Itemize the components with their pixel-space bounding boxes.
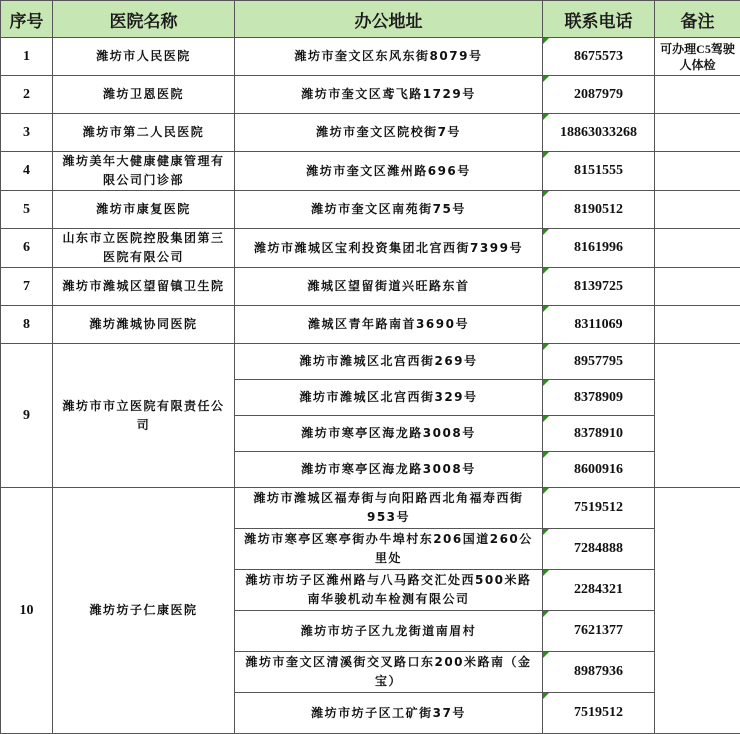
- contact-phone-text: 8675573: [543, 49, 654, 65]
- contact-phone-text: 8161996: [543, 240, 654, 256]
- remark: [655, 229, 740, 268]
- row-number: 1: [1, 38, 53, 76]
- office-address: [235, 268, 543, 306]
- contact-phone: [543, 114, 655, 152]
- table-row: [1, 268, 740, 306]
- table-body: [1, 38, 740, 734]
- office-address: [235, 306, 543, 344]
- table-row: [1, 152, 740, 191]
- remark: [655, 114, 740, 152]
- office-address-text: 潍坊市奎文区南苑街75号: [235, 200, 542, 219]
- office-address-text: 潍城区望留街道兴旺路东首: [235, 277, 542, 296]
- remark: [655, 191, 740, 229]
- contact-phone-text: 8378910: [543, 426, 654, 442]
- office-address: [235, 114, 543, 152]
- contact-phone: [543, 611, 655, 652]
- office-address: [235, 344, 543, 380]
- header-row: [1, 1, 740, 38]
- office-address: [235, 229, 543, 268]
- hospital-name-text: 潍坊市潍城区望留镇卫生院: [53, 277, 234, 296]
- remark: [655, 76, 740, 114]
- office-address-text: 潍坊市奎文区院校街7号: [235, 123, 542, 142]
- contact-phone-text: 2284321: [543, 582, 654, 598]
- office-address: [235, 652, 543, 693]
- office-address-text: 潍坊市坊子区九龙街道南眉村: [235, 622, 542, 641]
- number-as-text-marker-icon: [543, 114, 549, 120]
- contact-phone: [543, 306, 655, 344]
- office-address-text: 潍坊市坊子区工矿街37号: [235, 704, 542, 723]
- hospital-name: [53, 38, 235, 76]
- number-as-text-marker-icon: [543, 229, 549, 235]
- contact-phone: [543, 529, 655, 570]
- contact-phone: [543, 488, 655, 529]
- contact-phone: [543, 380, 655, 416]
- number-as-text-marker-icon: [543, 191, 549, 197]
- number-as-text-marker-icon: [543, 152, 549, 158]
- office-address-text: 潍坊市奎文区东风东街8079号: [235, 47, 542, 66]
- number-as-text-marker-icon: [543, 529, 549, 535]
- office-address: [235, 191, 543, 229]
- number-as-text-marker-icon: [543, 570, 549, 576]
- contact-phone: [543, 344, 655, 380]
- office-address: [235, 152, 543, 191]
- contact-phone-text: 8378909: [543, 390, 654, 406]
- contact-phone: [543, 152, 655, 191]
- number-as-text-marker-icon: [543, 693, 549, 699]
- hospital-name: [53, 488, 235, 734]
- header-no: 序号: [1, 1, 53, 38]
- office-address-text: 潍坊市潍城区北宫西街269号: [235, 352, 542, 371]
- contact-phone-text: 2087979: [543, 87, 654, 103]
- hospital-name: [53, 76, 235, 114]
- contact-phone-text: 7519512: [543, 705, 654, 721]
- office-address: [235, 38, 543, 76]
- remark: [655, 268, 740, 306]
- office-address-text: 潍坊市寒亭区海龙路3008号: [235, 424, 542, 443]
- number-as-text-marker-icon: [543, 268, 549, 274]
- contact-phone: [543, 452, 655, 488]
- office-address-text: 潍坊市潍城区福寿街与向阳路西北角福寿西街953号: [235, 489, 542, 527]
- hospital-name-text: 潍坊市市立医院有限责任公司: [53, 397, 234, 435]
- contact-phone: [543, 38, 655, 76]
- table-row: [1, 76, 740, 114]
- contact-phone-text: 7284888: [543, 541, 654, 557]
- number-as-text-marker-icon: [543, 38, 549, 44]
- header-note: 备注: [655, 1, 740, 38]
- office-address-text: 潍城区青年路南首3690号: [235, 315, 542, 334]
- contact-phone: [543, 570, 655, 611]
- contact-phone-text: 8987936: [543, 664, 654, 680]
- remark: [655, 38, 740, 76]
- hospital-name-text: 潍坊市康复医院: [53, 200, 234, 219]
- number-as-text-marker-icon: [543, 652, 549, 658]
- table-row: [1, 344, 740, 380]
- hospital-name: [53, 306, 235, 344]
- contact-phone-text: 7519512: [543, 500, 654, 516]
- office-address: [235, 488, 543, 529]
- number-as-text-marker-icon: [543, 380, 549, 386]
- hospital-name-text: 潍坊潍城协同医院: [53, 315, 234, 334]
- number-as-text-marker-icon: [543, 416, 549, 422]
- remark: [655, 344, 740, 488]
- header-name: 医院名称: [53, 1, 235, 38]
- hospital-name: [53, 268, 235, 306]
- hospital-name: [53, 229, 235, 268]
- hospital-name-text: 潍坊美年大健康健康管理有限公司门诊部: [53, 152, 234, 190]
- number-as-text-marker-icon: [543, 76, 549, 82]
- hospital-name-text: 山东市立医院控股集团第三医院有限公司: [53, 229, 234, 267]
- office-address-text: 潍坊市潍城区北宫西街329号: [235, 388, 542, 407]
- hospital-name-text: 潍坊市第二人民医院: [53, 123, 234, 142]
- office-address-text: 潍坊市寒亭区寒亭街办牛埠村东206国道260公里处: [235, 530, 542, 568]
- row-number: 10: [1, 488, 53, 734]
- table-row: [1, 306, 740, 344]
- header-phone: 联系电话: [543, 1, 655, 38]
- header-address: 办公地址: [235, 1, 543, 38]
- contact-phone-text: 8600916: [543, 462, 654, 478]
- office-address-text: 潍坊市奎文区鸢飞路1729号: [235, 85, 542, 104]
- row-number: 9: [1, 344, 53, 488]
- contact-phone: [543, 76, 655, 114]
- hospital-name: [53, 152, 235, 191]
- row-number: 8: [1, 306, 53, 344]
- contact-phone: [543, 416, 655, 452]
- table-row: [1, 191, 740, 229]
- remark: [655, 488, 740, 734]
- row-number: 6: [1, 229, 53, 268]
- table-row: [1, 114, 740, 152]
- office-address: [235, 380, 543, 416]
- hospital-name: [53, 344, 235, 488]
- hospital-name-text: 潍坊坊子仁康医院: [53, 601, 234, 620]
- contact-phone-text: 8311069: [543, 317, 654, 333]
- remark: [655, 152, 740, 191]
- table-row: [1, 229, 740, 268]
- office-address-text: 潍坊市坊子区潍州路与八马路交汇处西500米路南华骏机动车检测有限公司: [235, 571, 542, 609]
- hospital-name: [53, 114, 235, 152]
- contact-phone: [543, 268, 655, 306]
- number-as-text-marker-icon: [543, 306, 549, 312]
- contact-phone-text: 18863033268: [543, 125, 654, 141]
- office-address-text: 潍坊市潍城区宝利投资集团北宫西街7399号: [235, 239, 542, 258]
- office-address-text: 潍坊市奎文区清溪街交叉路口东200米路南（金宝）: [235, 653, 542, 691]
- contact-phone-text: 8139725: [543, 279, 654, 295]
- office-address-text: 潍坊市寒亭区海龙路3008号: [235, 460, 542, 479]
- office-address: [235, 452, 543, 488]
- table-row: [1, 38, 740, 76]
- hospital-name: [53, 191, 235, 229]
- contact-phone-text: 8151555: [543, 163, 654, 179]
- number-as-text-marker-icon: [543, 344, 549, 350]
- row-number: 5: [1, 191, 53, 229]
- number-as-text-marker-icon: [543, 611, 549, 617]
- number-as-text-marker-icon: [543, 452, 549, 458]
- table-row: [1, 488, 740, 529]
- contact-phone: [543, 693, 655, 734]
- row-number: 7: [1, 268, 53, 306]
- hospital-name-text: 潍坊卫恩医院: [53, 85, 234, 104]
- office-address: [235, 76, 543, 114]
- row-number: 4: [1, 152, 53, 191]
- contact-phone-text: 8190512: [543, 202, 654, 218]
- contact-phone: [543, 652, 655, 693]
- remark: [655, 306, 740, 344]
- number-as-text-marker-icon: [543, 488, 549, 494]
- office-address: [235, 570, 543, 611]
- remark-text: 可办理C5驾驶人体检: [655, 41, 740, 73]
- hospital-name-text: 潍坊市人民医院: [53, 47, 234, 66]
- office-address: [235, 611, 543, 652]
- office-address: [235, 416, 543, 452]
- contact-phone: [543, 229, 655, 268]
- office-address-text: 潍坊市奎文区潍州路696号: [235, 162, 542, 181]
- office-address: [235, 693, 543, 734]
- office-address: [235, 529, 543, 570]
- contact-phone-text: 7621377: [543, 623, 654, 639]
- contact-phone-text: 8957795: [543, 354, 654, 370]
- contact-phone: [543, 191, 655, 229]
- row-number: 3: [1, 114, 53, 152]
- row-number: 2: [1, 76, 53, 114]
